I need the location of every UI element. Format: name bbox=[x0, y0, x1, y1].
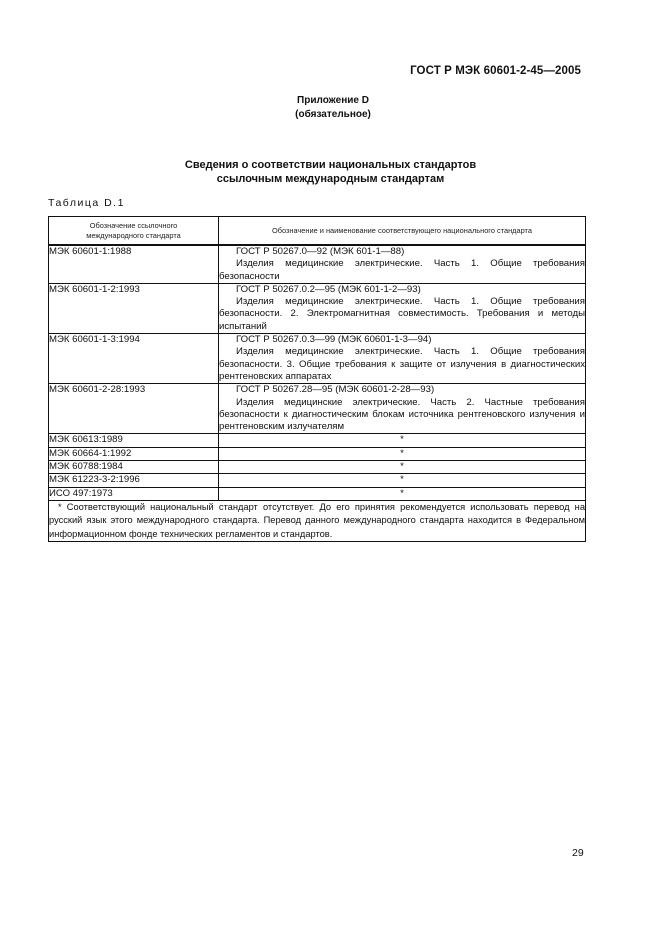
table-row bbox=[49, 384, 586, 434]
international-standard-code: МЭК 60788:1984 bbox=[49, 461, 219, 474]
international-standard-code: МЭК 60601-1-3:1994 bbox=[49, 334, 219, 384]
header-national-standard: Обозначение и наименование соответствующего национального стандарта bbox=[219, 217, 586, 246]
no-national-standard-mark: * bbox=[219, 461, 586, 474]
table-row bbox=[49, 487, 586, 500]
no-national-standard-mark: * bbox=[219, 434, 586, 447]
section-heading bbox=[0, 158, 661, 186]
national-standard-title: Изделия медицинские электрические. Часть 1. Общие требования безопасности bbox=[219, 258, 585, 282]
national-standard-cell bbox=[219, 334, 586, 384]
table-row bbox=[49, 447, 586, 460]
table-footnote: * Соответствующий национальный стандарт отсутствует. До его принятия рекомендуется использовать перевод на русский язык этого международного стандарта. Перевод данного международного стандарта находится в Федеральном информационном фонде технических регламентов и стандартов. bbox=[49, 500, 586, 541]
annex-heading bbox=[0, 94, 661, 122]
national-standard-cell bbox=[219, 283, 586, 333]
table-row bbox=[49, 461, 586, 474]
document-code-header: ГОСТ Р МЭК 60601-2-45—2005 bbox=[410, 65, 581, 77]
table-footnote-row bbox=[49, 500, 586, 541]
annex-title: Приложение D bbox=[297, 95, 369, 106]
international-standard-code: МЭК 60601-1:1988 bbox=[49, 245, 219, 283]
international-standard-code: МЭК 60613:1989 bbox=[49, 434, 219, 447]
standards-table bbox=[48, 216, 586, 542]
table-row bbox=[49, 283, 586, 333]
international-standard-code: ИСО 497:1973 bbox=[49, 487, 219, 500]
no-national-standard-mark: * bbox=[219, 474, 586, 487]
national-standard-designation: ГОСТ Р 50267.28—95 (МЭК 60601-2-28—93) bbox=[236, 384, 435, 396]
national-standard-title: Изделия медицинские электрические. Часть 2. Частные требования безопасности к диагностическим блокам источника рентгеновского излучения и рентгеновским излучателям bbox=[219, 396, 585, 433]
section-title-line-1: Сведения о соответствии национальных стандартов bbox=[184, 159, 477, 171]
header-international-standard bbox=[49, 217, 219, 246]
international-standard-code: МЭК 60601-2-28:1993 bbox=[49, 384, 219, 434]
international-standard-code: МЭК 60601-1-2:1993 bbox=[49, 283, 219, 333]
annex-subtitle: (обязательное) bbox=[295, 109, 371, 120]
national-standard-designation: ГОСТ Р 50267.0.3—99 (МЭК 60601-1-3—94) bbox=[236, 334, 432, 346]
international-standard-code: МЭК 61223-3-2:1996 bbox=[49, 474, 219, 487]
table-row bbox=[49, 434, 586, 447]
national-standard-title: Изделия медицинские электрические. Часть 1. Общие требования безопасности. 3. Общие требования к защите от излучения в диагностических рентгеновских аппаратах bbox=[219, 346, 585, 382]
page-number: 29 bbox=[572, 847, 584, 859]
table-row bbox=[49, 334, 586, 384]
table-caption: Таблица D.1 bbox=[48, 197, 125, 209]
national-standard-designation: ГОСТ Р 50267.0—92 (МЭК 601-1—88) bbox=[236, 246, 405, 257]
national-standard-cell bbox=[219, 384, 586, 434]
national-standard-cell bbox=[219, 245, 586, 283]
no-national-standard-mark: * bbox=[219, 447, 586, 460]
table-header-row bbox=[49, 217, 586, 246]
national-standard-title: Изделия медицинские электрические. Часть 1. Общие требования безопасности. 2. Электромагнитная совместимость. Требования и методы испытаний bbox=[219, 296, 585, 332]
table-row bbox=[49, 245, 586, 283]
header-col1-line-2: международного стандарта bbox=[86, 230, 181, 240]
section-title-line-2: ссылочным международным стандартам bbox=[216, 173, 445, 185]
national-standard-designation: ГОСТ Р 50267.0.2—95 (МЭК 601-1-2—93) bbox=[236, 283, 421, 295]
international-standard-code: МЭК 60664-1:1992 bbox=[49, 447, 219, 460]
table-row bbox=[49, 474, 586, 487]
header-col1-line-1: Обозначение ссылочного bbox=[89, 220, 178, 230]
no-national-standard-mark: * bbox=[219, 487, 586, 500]
